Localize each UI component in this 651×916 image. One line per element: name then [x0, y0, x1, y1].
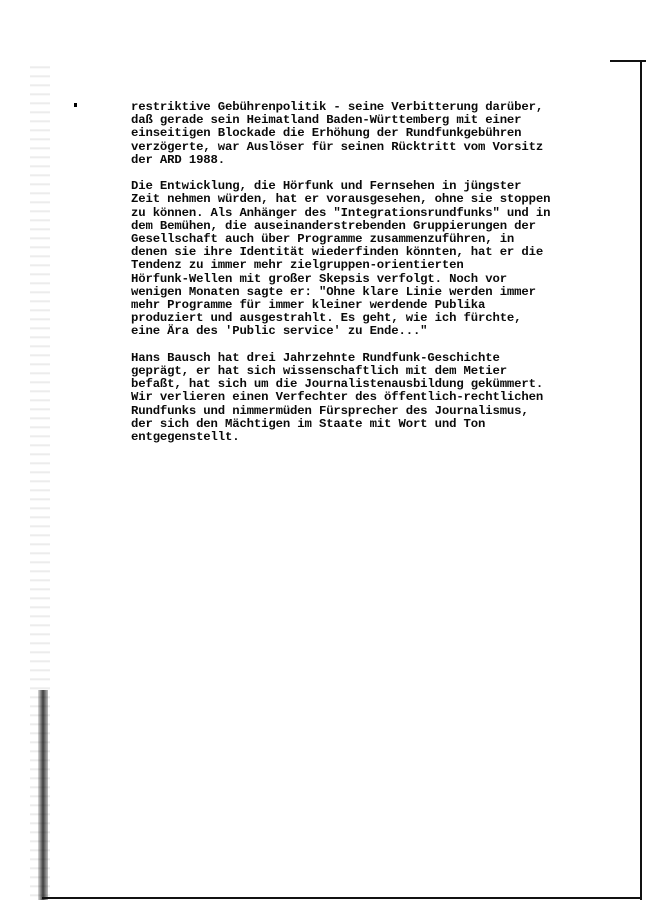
paragraph-2: [131, 180, 631, 338]
text-line: Die Entwicklung, die Hörfunk und Fernsehen in jüngster: [131, 179, 522, 194]
paragraph-3: [131, 352, 631, 444]
text-line: Gesellschaft auch über Programme zusammenzuführen, in: [131, 232, 515, 247]
paragraph-1: [131, 101, 631, 167]
text-line: produziert und ausgestrahlt. Es geht, wie ich fürchte,: [131, 311, 522, 326]
text-line: mehr Programme für immer kleiner werdende Publika: [131, 298, 486, 313]
text-line: daß gerade sein Heimatland Baden-Württemberg mit einer: [131, 113, 522, 128]
scan-dark-strip: [38, 690, 48, 900]
text-line: dem Bemühen, die auseinanderstrebenden Gruppierungen der: [131, 218, 536, 233]
text-line: der ARD 1988.: [131, 152, 225, 167]
document-body: [131, 101, 631, 457]
page-right-border: [640, 60, 642, 900]
page-bottom-border: [42, 897, 642, 899]
text-line: wenigen Monaten sagte er: "Ohne klare Linie werden immer: [131, 284, 536, 299]
text-line: restriktive Gebührenpolitik - seine Verbitterung darüber,: [131, 100, 544, 114]
text-line: denen sie ihre Identität wiederfinden könnten, hat er die: [131, 245, 544, 260]
text-line: verzögerte, war Auslöser für seinen Rücktritt vom Vorsitz: [131, 139, 544, 154]
text-line: zu können. Als Anhänger des "Integrationsrundfunks" und in: [131, 205, 551, 220]
text-line: Tendenz zu immer mehr zielgruppen-orientierten: [131, 258, 464, 273]
text-line: Hans Bausch hat drei Jahrzehnte Rundfunk-Geschichte: [131, 350, 500, 365]
text-line: befaßt, hat sich um die Journalistenausbildung gekümmert.: [131, 377, 544, 392]
page-top-border: [610, 60, 646, 62]
text-line: einseitigen Blockade die Erhöhung der Rundfunkgebühren: [131, 126, 522, 141]
text-line: eine Ära des 'Public service' zu Ende...": [131, 324, 428, 339]
text-line: entgegenstellt.: [131, 430, 240, 445]
margin-mark: [74, 103, 77, 107]
text-line: Wir verlieren einen Verfechter des öffentlich-rechtlichen: [131, 390, 544, 405]
text-line: Rundfunks und nimmermüden Fürsprecher des Journalismus,: [131, 403, 529, 418]
text-line: Zeit nehmen würden, hat er vorausgesehen, ohne sie stoppen: [131, 192, 551, 207]
text-line: der sich den Mächtigen im Staate mit Wort und Ton: [131, 416, 486, 431]
text-line: geprägt, er hat sich wissenschaftlich mit dem Metier: [131, 364, 507, 379]
text-line: Hörfunk-Wellen mit großer Skepsis verfolgt. Noch vor: [131, 271, 507, 286]
